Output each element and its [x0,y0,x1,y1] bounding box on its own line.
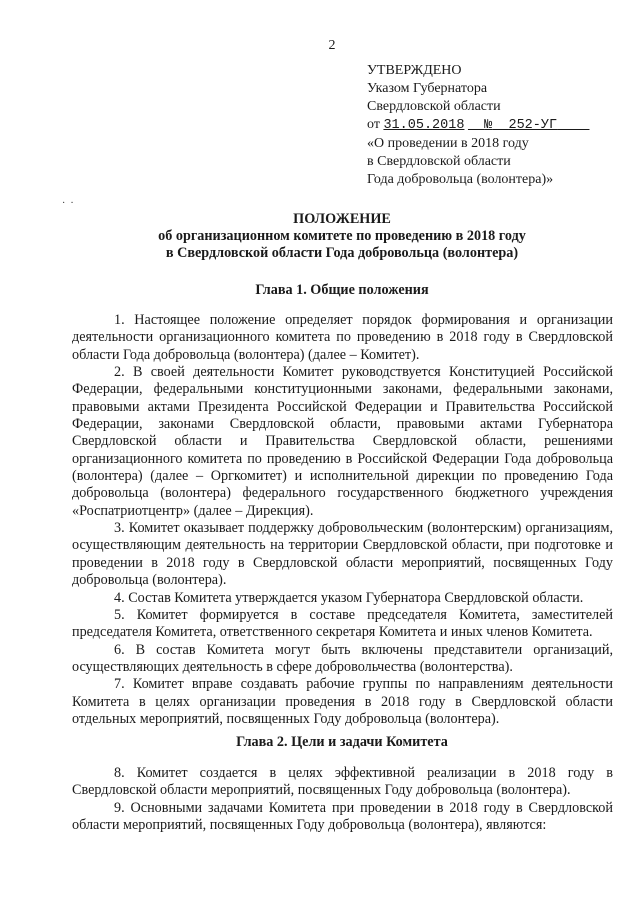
approval-region: Свердловской области [367,99,501,114]
paragraph-3: 3. Комитет оказывает поддержку добровольческим (волонтерским) организациям, осуществляющим деятельность на территории Свердловской области, при подготовке и проведении в 2018 году в Свердловской области мероприятий, посвященных Году добровольца (волонтера). [72,520,613,589]
document-title [72,211,612,262]
approval-stamp [367,62,627,189]
decree-date: 31.05.2018 [383,118,465,133]
title-line-3: в Свердловской области Года добровольца (волонтера) [165,245,519,261]
title-line-2: об организационном комитете по проведению в 2018 году [158,228,526,244]
approval-subject-1: «О проведении в 2018 году [367,136,529,151]
title-line-1: ПОЛОЖЕНИЕ [293,211,391,227]
paragraph-9: 9. Основными задачами Комитета при проведении в 2018 году в Свердловской области мероприятий, посвященных Году добровольца (волонтера), являются: [72,799,613,834]
scan-artifact: · · [62,198,74,209]
approval-decree: Указом Губернатора [367,81,488,96]
chapter-1-body [72,312,613,728]
paragraph-1: 1. Настоящее положение определяет порядок формирования и организации деятельности организационного комитета по проведению в 2018 году в Свердловской области Года добровольца (волонтера) (далее – Комитет). [72,312,613,363]
chapter-1-heading: Глава 1. Общие положения [255,282,429,298]
paragraph-4: 4. Состав Комитета утверждается указом Губернатора Свердловской области. [114,589,584,606]
paragraph-8: 8. Комитет создается в целях эффективной реализации в 2018 году в Свердловской области мероприятий, посвященных Году добровольца (волонтера). [72,765,613,799]
paragraph-7: 7. Комитет вправе создавать рабочие группы по направлениям деятельности Комитета в целях организации проведения в 2018 году в Свердловской области отдельных мероприятий, посвященных Году добровольца (волонтера). [72,676,613,727]
chapter-2-body [72,765,613,834]
approval-heading: УТВЕРЖДЕНО [367,63,462,78]
page-number: 2 [328,38,336,53]
approval-subject-2: в Свердловской области [367,154,511,169]
number-prefix: № [484,118,493,133]
date-prefix: от [367,117,380,132]
approval-subject-3: Года добровольца (волонтера)» [367,172,554,187]
chapter-2-heading: Глава 2. Цели и задачи Комитета [236,734,448,750]
paragraph-6: 6. В состав Комитета могут быть включены представители организаций, осуществляющих деятельность в сфере добровольчества (волонтерства). [72,641,613,675]
paragraph-2: 2. В своей деятельности Комитет руководствуется Конституцией Российской Федерации, федеральными конституционными законами, федеральными законами, правовыми актами Президента Российской Федерации и Правительства Российской Федерации, законами Свердловской области, правовыми актами Губернатора Свердловской области и Правительства Свердловской области, решениями организационного комитета по проведению в Российской Федерации Года добровольца (волонтера) (далее – Оргкомитет) и исполнительной дирекции по проведению Года добровольца (волонтера) федерального государственного бюджетного учреждения «Роспатриотцентр» (далее – Дирекция). [72,364,613,519]
approval-date-line [367,116,627,135]
paragraph-5: 5. Комитет формируется в составе председателя Комитета, заместителей председателя Комитета, ответственного секретаря Комитета и иных членов Комитета. [72,606,613,641]
decree-number: 252-УГ [508,118,558,133]
